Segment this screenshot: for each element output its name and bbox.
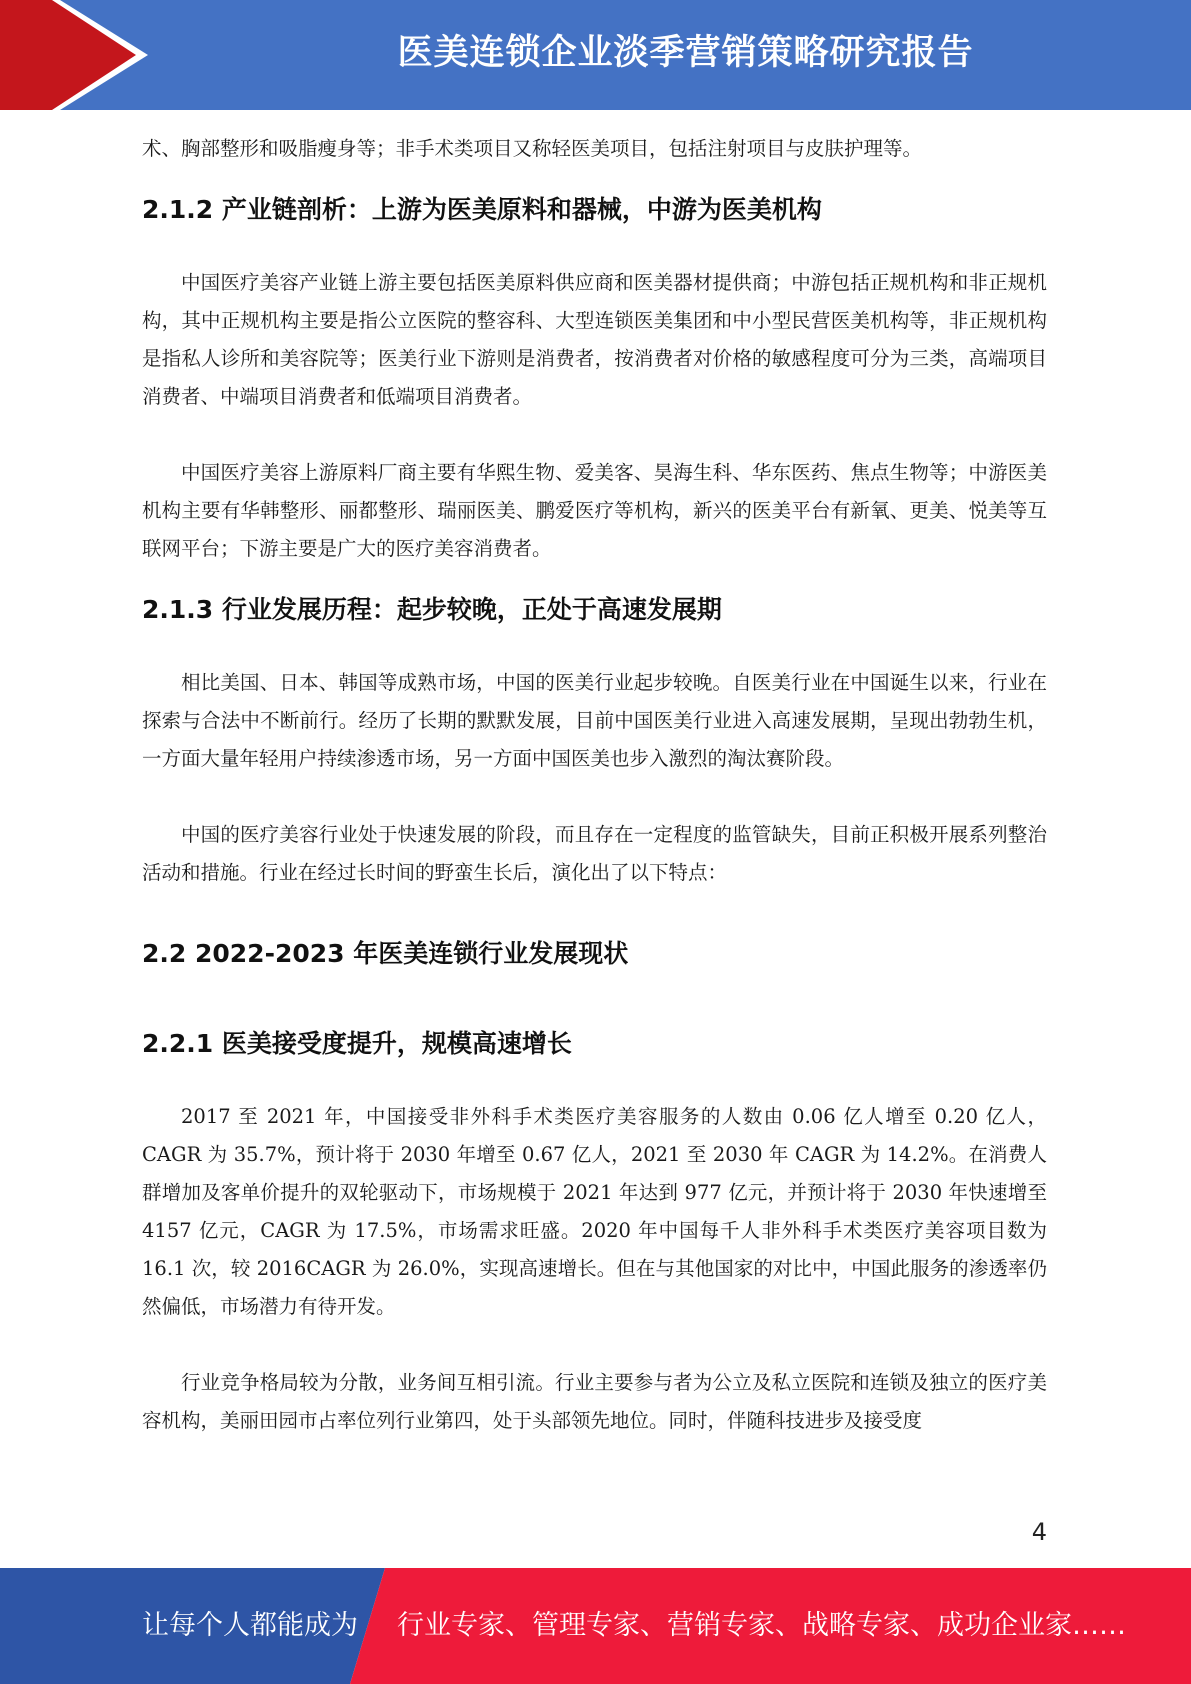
heading-2-2: 2.2 2022-2023 年医美连锁行业发展现状	[142, 939, 629, 968]
paragraph-development-history: 相比美国、日本、韩国等成熟市场，中国的医美行业起步较晚。自医美行业在中国诞生以来，行业在探索与合法中不断前行。经历了长期的默默发展，目前中国医美行业进入高速发展期，呈现出勃勃生机，一方面大量年轻用户持续渗透市场，另一方面中国医美也步入激烈的淘汰赛阶段。	[142, 671, 1047, 770]
paragraph-industry-features: 中国的医疗美容行业处于快速发展的阶段，而且存在一定程度的监管缺失，目前正积极开展系列整治活动和措施。行业在经过长时间的野蛮生长后，演化出了以下特点：	[142, 823, 1047, 884]
document-body	[142, 130, 1047, 1440]
footer-slogan-left: 让每个人都能成为	[142, 1610, 358, 1641]
heading-2-1-2: 2.1.2 产业链剖析：上游为医美原料和器械，中游为医美机构	[142, 195, 822, 224]
paragraph-upstream-players: 中国医疗美容上游原料厂商主要有华熙生物、爱美客、昊海生科、华东医药、焦点生物等；中游医美机构主要有华韩整形、丽都整形、瑞丽医美、鹏爱医疗等机构，新兴的医美平台有新氧、更美、悦美等互联网平台；下游主要是广大的医疗美容消费者。	[142, 461, 1047, 560]
paragraph-market-growth: 2017 至 2021 年，中国接受非外科手术类医疗美容服务的人数由 0.06 亿人增至 0.20 亿人，CAGR 为 35.7%，预计将于 2030 年增至 0.67 亿人，2021 至 2030 年 CAGR 为 14.2%。在消费人群增加及客单价提升的双轮驱动下，市场规模于 2021 年达到 977 亿元，并预计将于 2030 年快速增至 4157 亿元，CAGR 为 17.5%，市场需求旺盛。2020 年中国每千人非外科手术类医疗美容项目数为 16.1 次，较 2016CAGR 为 26.0%，实现高速增长。但在与其他国家的对比中，中国此服务的渗透率仍然偏低，市场潜力有待开发。	[142, 1105, 1047, 1318]
footer-slogan-right: 行业专家、管理专家、营销专家、战略专家、成功企业家……	[397, 1610, 1126, 1641]
paragraph-industry-chain: 中国医疗美容产业链上游主要包括医美原料供应商和医美器材提供商；中游包括正规机构和非正规机构，其中正规机构主要是指公立医院的整容科、大型连锁医美集团和中小型民营医美机构等，非正规机构是指私人诊所和美容院等；医美行业下游则是消费者，按消费者对价格的敏感程度可分为三类，高端项目消费者、中端项目消费者和低端项目消费者。	[142, 271, 1047, 408]
report-title: 医美连锁企业淡季营销策略研究报告	[397, 33, 974, 73]
paragraph-continuation: 术、胸部整形和吸脂瘦身等；非手术类项目又称轻医美项目，包括注射项目与皮肤护理等。	[142, 137, 923, 160]
heading-2-1-3: 2.1.3 行业发展历程：起步较晚，正处于高速发展期	[142, 595, 722, 624]
page-number: 4	[1031, 1518, 1047, 1546]
paragraph-competition: 行业竞争格局较为分散，业务间互相引流。行业主要参与者为公立及私立医院和连锁及独立的医疗美容机构，美丽田园市占率位列行业第四，处于头部领先地位。同时，伴随科技进步及接受度	[142, 1371, 1047, 1432]
page-header	[0, 0, 1191, 110]
header-chevron-decoration	[0, 0, 160, 110]
page-footer	[0, 1568, 1191, 1684]
heading-2-2-1: 2.2.1 医美接受度提升，规模高速增长	[142, 1029, 572, 1058]
